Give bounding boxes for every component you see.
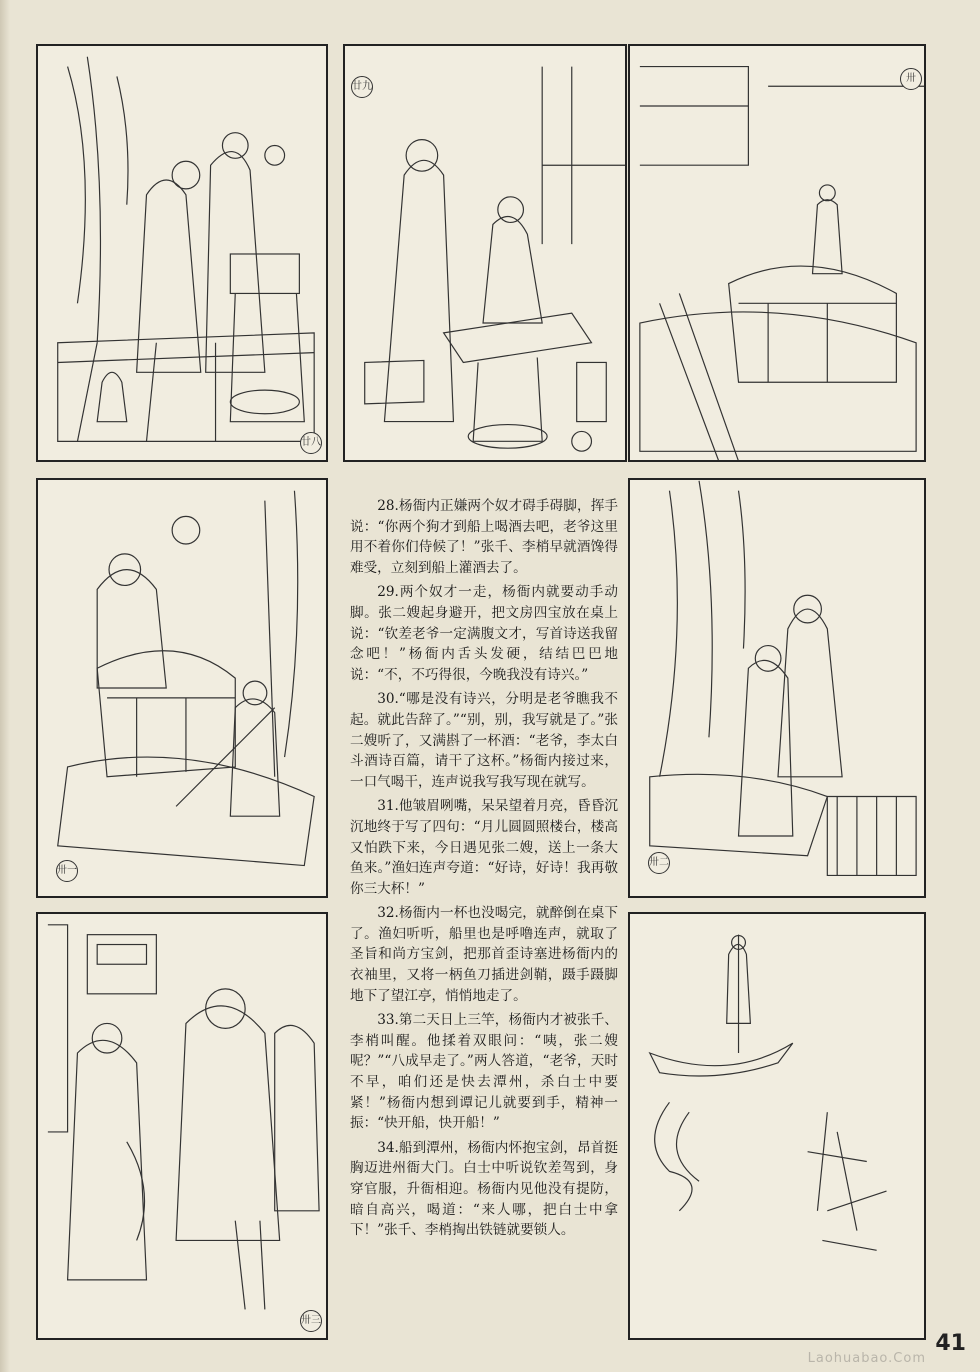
illustration-panel-34: [628, 912, 926, 1340]
illustration-pavilion-drinking: [38, 46, 326, 460]
illustration-yamen-arrest: [38, 914, 326, 1338]
story-text-panel: [342, 490, 626, 1330]
paragraph-34: 34.船到潭州，杨衙内怀抱宝剑，昂首挺胸迈进州衙大门。白士中听说钦差驾到，身穿官服，升衙相迎。杨衙内见他没有提防，暗自高兴，喝道：“来人哪，把白士中拿下！”张千、李梢掏出铁链就要锁人。: [350, 1139, 618, 1239]
illustration-panel-30: [628, 44, 926, 462]
site-watermark: Laohuabao.Com: [807, 1351, 926, 1366]
page-edge-shadow: [0, 0, 10, 1372]
illustration-writing-table: [345, 46, 625, 460]
paragraph-29: 29.两个奴才一走，杨衙内就要动手动脚。张二嫂起身避开，把文房四宝放在桌上说：“钦差老爷一定满腹文才，写首诗送我留念吧！”杨衙内舌头发硬，结结巴巴地说：“不，不巧得很，今晚我没有诗兴。”: [350, 584, 618, 683]
panel-number-seal: 卅二: [648, 852, 670, 874]
panel-number-seal: 廿八: [300, 432, 322, 454]
paragraph-30: 30.“哪是没有诗兴，分明是老爷瞧我不起。就此告辞了。”“别，别，我写就是了。”张二嫂听了，又满斟了一杯酒：“老爷，李太白斗酒诗百篇，请干了这杯。”杨衙内接过来，一口气喝干，连声说我写我写现在就写。: [350, 691, 618, 790]
page-number: 41: [935, 1331, 966, 1356]
illustration-boat-at-dock: [630, 46, 924, 460]
paragraph-33: 33.第二天日上三竿，杨衙内才被张千、李梢叫醒。他揉着双眼问：“咦，张二嫂呢？”“八成早走了。”两人答道，“老爷，天时不早，咱们还是快去潭州，杀白士中要紧！”杨衙内想到谭记儿就要到手，精神一振：“快开船，快开船！”: [350, 1012, 618, 1132]
panel-number-seal: 卅三: [300, 1310, 322, 1332]
illustration-panel-32: [628, 478, 926, 898]
illustration-woman-leaving: [630, 480, 924, 896]
illustration-panel-33: [36, 912, 328, 1340]
illustration-panel-29: [343, 44, 627, 462]
illustration-servants-on-boat: [38, 480, 326, 896]
paragraph-31: 31.他皱眉咧嘴，呆呆望着月亮，昏昏沉沉地终于写了四句：“月儿圆圆照楼台，楼高又怕跌下来，今日遇见张二嫂，送上一条大鱼来。”渔妇连声夸道：“好诗，好诗！我再敬你三大杯！”: [350, 798, 618, 897]
panel-number-seal: 卅一: [56, 860, 78, 882]
illustration-panel-28: [36, 44, 328, 462]
paragraph-28: 28.杨衙内正嫌两个奴才碍手碍脚，挥手说：“你两个狗才到船上喝酒去吧，老爷这里用不着你们侍候了！”张千、李梢早就酒馋得难受，立刻到船上灌酒去了。: [350, 498, 618, 576]
paragraph-32: 32.杨衙内一杯也没喝完，就醉倒在桌下了。渔妇听听，船里也是呼噜连声，就取了圣旨和尚方宝剑，把那首歪诗塞进杨衙内的衣袖里，又将一柄鱼刀插进剑鞘，蹑手蹑脚地下了望江亭，悄悄地走了。: [350, 905, 618, 1004]
illustration-woman-rowing-boat: [630, 914, 924, 1338]
illustration-panel-31: [36, 478, 328, 898]
panel-number-seal: 廿九: [351, 76, 373, 98]
panel-number-seal: 卅: [900, 68, 922, 90]
